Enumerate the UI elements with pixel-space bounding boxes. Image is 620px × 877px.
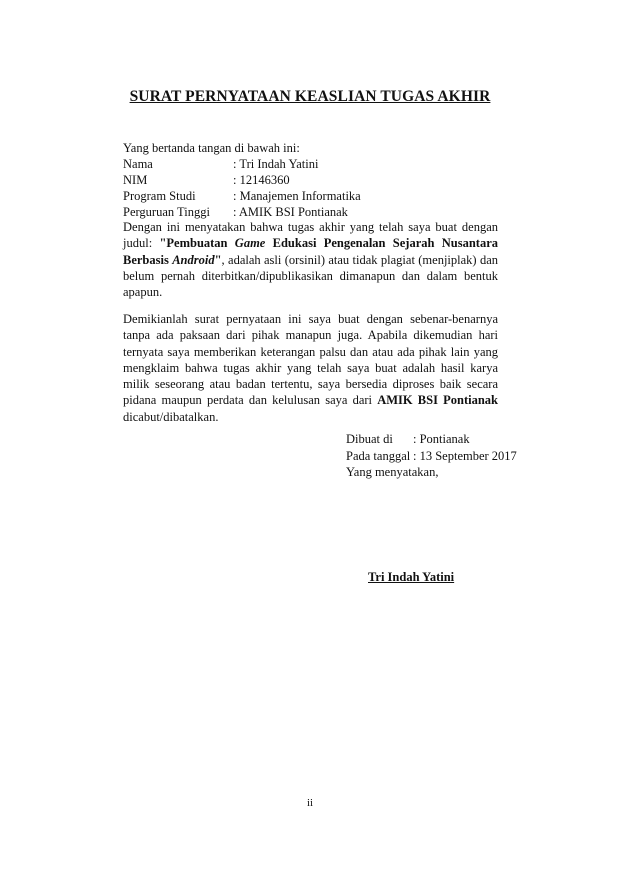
signer-name: Tri Indah Yatini: [368, 570, 455, 584]
document-title: SURAT PERNYATAAN KEASLIAN TUGAS AKHIR: [129, 88, 491, 105]
page-number: ii: [306, 797, 314, 809]
institution-name: AMIK BSI Pontianak: [377, 393, 498, 408]
field-label: NIM: [123, 173, 148, 187]
date-value: : 13 September 2017: [413, 449, 517, 463]
place-value: : Pontianak: [413, 432, 470, 446]
statement-paragraph: [123, 219, 498, 300]
paragraph-text: dicabut/dibatalkan.: [123, 409, 219, 424]
field-label: Perguruan Tinggi: [123, 205, 210, 219]
thesis-title-part: Edukasi Pengenalan Sejarah Nusantara Berbasis: [123, 236, 498, 267]
place-label: Dibuat di: [346, 432, 393, 446]
thesis-title-part: ": [214, 252, 222, 267]
closing-text: Yang menyatakan,: [346, 465, 439, 479]
thesis-title-part: "Pembuatan: [159, 236, 235, 251]
thesis-title-italic: Game: [234, 236, 266, 251]
date-label: Pada tanggal: [346, 449, 411, 463]
closing-paragraph: [123, 311, 498, 425]
intro-text: Yang bertanda tangan di bawah ini:: [123, 141, 300, 155]
paragraph-text: , adalah asli (orsinil) atau tidak plagiat (menjiplak) dan belum pernah diterbitkan/dipublikasikan dimanapun dan dalam bentuk apapun.: [123, 252, 498, 300]
field-label: Nama: [123, 157, 153, 171]
thesis-title-italic: Android: [172, 252, 215, 267]
field-value: : Manajemen Informatika: [233, 189, 361, 203]
field-value: : 12146360: [233, 173, 290, 187]
field-value: : AMIK BSI Pontianak: [233, 205, 348, 219]
paragraph-text: Demikianlah surat pernyataan ini saya buat dengan sebenar-benarnya tanpa ada paksaan dari pihak manapun juga. Apabila dikemudian hari ternyata saya memberikan keterangan palsu dan atau ada pihak lain yang mengklaim bahwa tugas akhir yang telah saya buat adalah hasil karya milik seseorang atau badan tertentu, saya bersedia diproses baik secara pidana maupun perdata dan kelulusan saya dari: [123, 312, 498, 408]
field-label: Program Studi: [123, 189, 196, 203]
field-value: : Tri Indah Yatini: [233, 157, 319, 171]
paragraph-text: Dengan ini menyatakan bahwa tugas akhir yang telah saya buat dengan judul:: [123, 220, 498, 251]
